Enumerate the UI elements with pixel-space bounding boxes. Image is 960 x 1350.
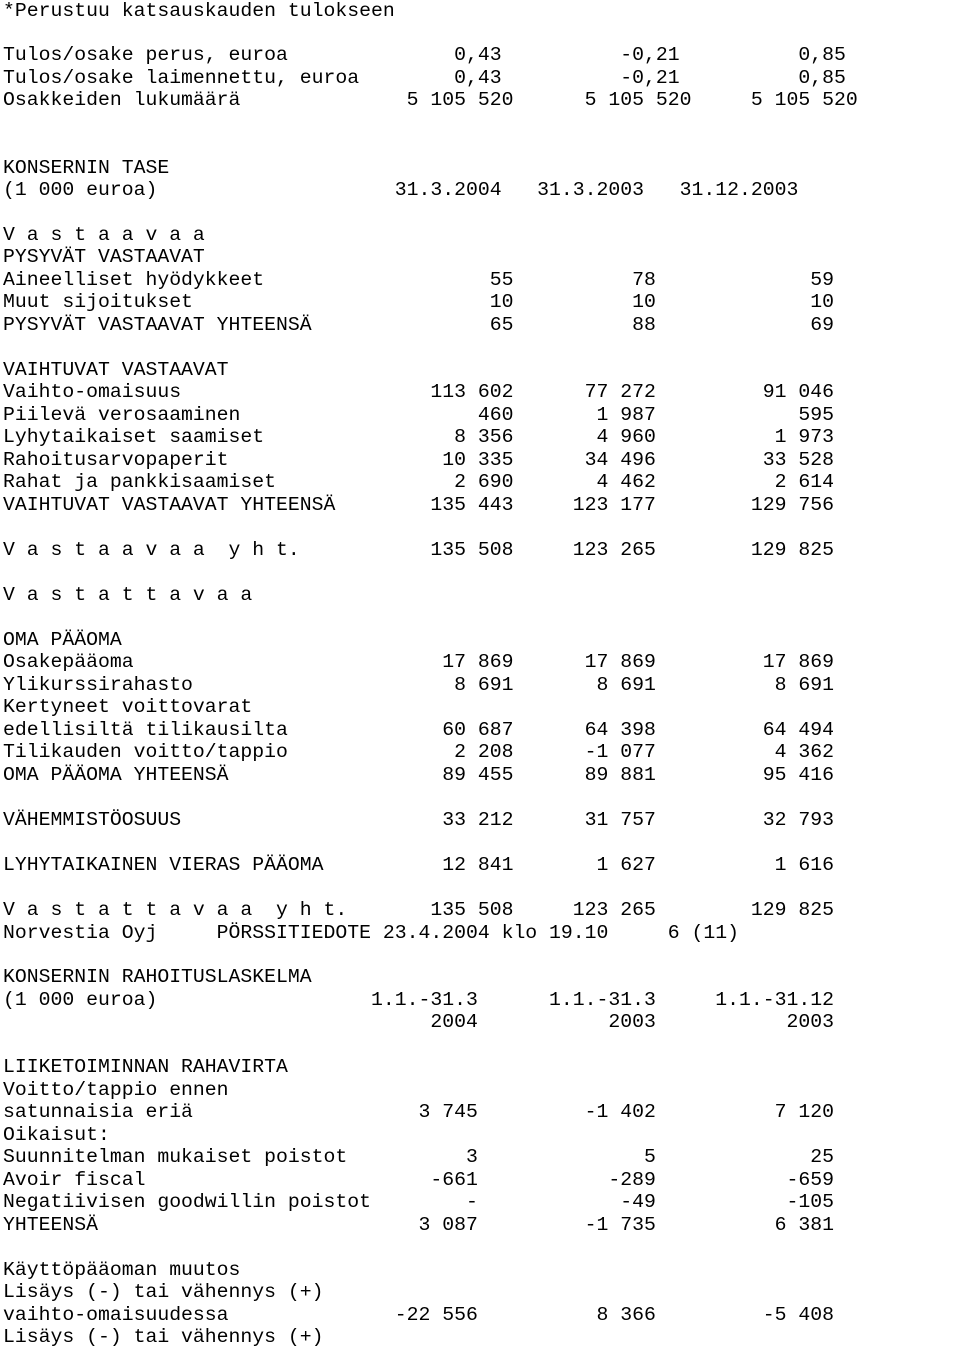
share-count-row: Osakkeiden lukumäärä 5 105 520 5 105 520 5 105 520 bbox=[3, 89, 858, 111]
table-row: vaihto-omaisuudessa -22 556 8 366 -5 408 bbox=[3, 1304, 834, 1326]
minority-interest-row: VÄHEMMISTÖOSUUS 33 212 31 757 32 793 bbox=[3, 809, 834, 831]
table-row: Piilevä verosaaminen 460 1 987 595 bbox=[3, 404, 834, 426]
fixed-assets-heading: PYSYVÄT VASTAAVAT bbox=[3, 246, 205, 268]
table-row: Aineelliset hyödykkeet 55 78 59 bbox=[3, 269, 834, 291]
liabilities-total-row: V a s t a t t a v a a y h t. 135 508 123 265 129 825 bbox=[3, 899, 834, 921]
balance-sheet-column-header: (1 000 euroa) 31.3.2004 31.3.2003 31.12.2003 bbox=[3, 179, 799, 201]
working-capital-heading: Käyttöpääoman muutos bbox=[3, 1259, 241, 1281]
table-row: Ylikurssirahasto 8 691 8 691 8 691 bbox=[3, 674, 834, 696]
table-row-label: Lisäys (-) tai vähennys (+) bbox=[3, 1326, 324, 1348]
table-row-total: YHTEENSÄ 3 087 -1 735 6 381 bbox=[3, 1214, 834, 1236]
current-liabilities-row: LYHYTAIKAINEN VIERAS PÄÄOMA 12 841 1 627 1 616 bbox=[3, 854, 834, 876]
table-row: edellisiltä tilikausilta 60 687 64 398 64 494 bbox=[3, 719, 834, 741]
balance-sheet-heading: KONSERNIN TASE bbox=[3, 157, 170, 179]
table-row: Rahoitusarvopaperit 10 335 34 496 33 528 bbox=[3, 449, 834, 471]
page-header-line: Norvestia Oyj PÖRSSITIEDOTE 23.4.2004 klo 19.10 6 (11) bbox=[3, 922, 739, 944]
table-row: Tilikauden voitto/tappio 2 208 -1 077 4 362 bbox=[3, 741, 834, 763]
cash-flow-heading: KONSERNIN RAHOITUSLASKELMA bbox=[3, 966, 312, 988]
table-row: Muut sijoitukset 10 10 10 bbox=[3, 291, 834, 313]
liabilities-heading: V a s t a t t a v a a bbox=[3, 584, 253, 606]
table-row-total: PYSYVÄT VASTAAVAT YHTEENSÄ 65 88 69 bbox=[3, 314, 834, 336]
table-row-label: Oikaisut: bbox=[3, 1124, 110, 1146]
table-row: Osakepääoma 17 869 17 869 17 869 bbox=[3, 651, 834, 673]
table-row: Rahat ja pankkisaamiset 2 690 4 462 2 614 bbox=[3, 471, 834, 493]
current-assets-heading: VAIHTUVAT VASTAAVAT bbox=[3, 359, 229, 381]
eps-basic-row: Tulos/osake perus, euroa 0,43 -0,21 0,85 bbox=[3, 44, 846, 66]
table-row-total: OMA PÄÄOMA YHTEENSÄ 89 455 89 881 95 416 bbox=[3, 764, 834, 786]
table-row: satunnaisia eriä 3 745 -1 402 7 120 bbox=[3, 1101, 834, 1123]
table-row-label: Lisäys (-) tai vähennys (+) bbox=[3, 1281, 324, 1303]
cash-flow-column-years: 2004 2003 2003 bbox=[3, 1011, 834, 1033]
footnote-line: *Perustuu katsauskauden tulokseen bbox=[3, 0, 395, 22]
eps-diluted-row: Tulos/osake laimennettu, euroa 0,43 -0,21 0,85 bbox=[3, 67, 846, 89]
assets-heading: V a s t a a v a a bbox=[3, 224, 205, 246]
equity-heading: OMA PÄÄOMA bbox=[3, 629, 122, 651]
table-row: Lyhytaikaiset saamiset 8 356 4 960 1 973 bbox=[3, 426, 834, 448]
table-row-total: VAIHTUVAT VASTAAVAT YHTEENSÄ 135 443 123 177 129 756 bbox=[3, 494, 834, 516]
assets-total-row: V a s t a a v a a y h t. 135 508 123 265 129 825 bbox=[3, 539, 834, 561]
table-row: Negatiivisen goodwillin poistot - -49 -105 bbox=[3, 1191, 834, 1213]
table-row-label: Voitto/tappio ennen bbox=[3, 1079, 229, 1101]
operating-cash-flow-heading: LIIKETOIMINNAN RAHAVIRTA bbox=[3, 1056, 288, 1078]
cash-flow-column-header: (1 000 euroa) 1.1.-31.3 1.1.-31.3 1.1.-31.12 bbox=[3, 989, 834, 1011]
table-row: Vaihto-omaisuus 113 602 77 272 91 046 bbox=[3, 381, 834, 403]
table-row-label: Kertyneet voittovarat bbox=[3, 696, 253, 718]
table-row: Suunnitelman mukaiset poistot 3 5 25 bbox=[3, 1146, 834, 1168]
table-row: Avoir fiscal -661 -289 -659 bbox=[3, 1169, 834, 1191]
